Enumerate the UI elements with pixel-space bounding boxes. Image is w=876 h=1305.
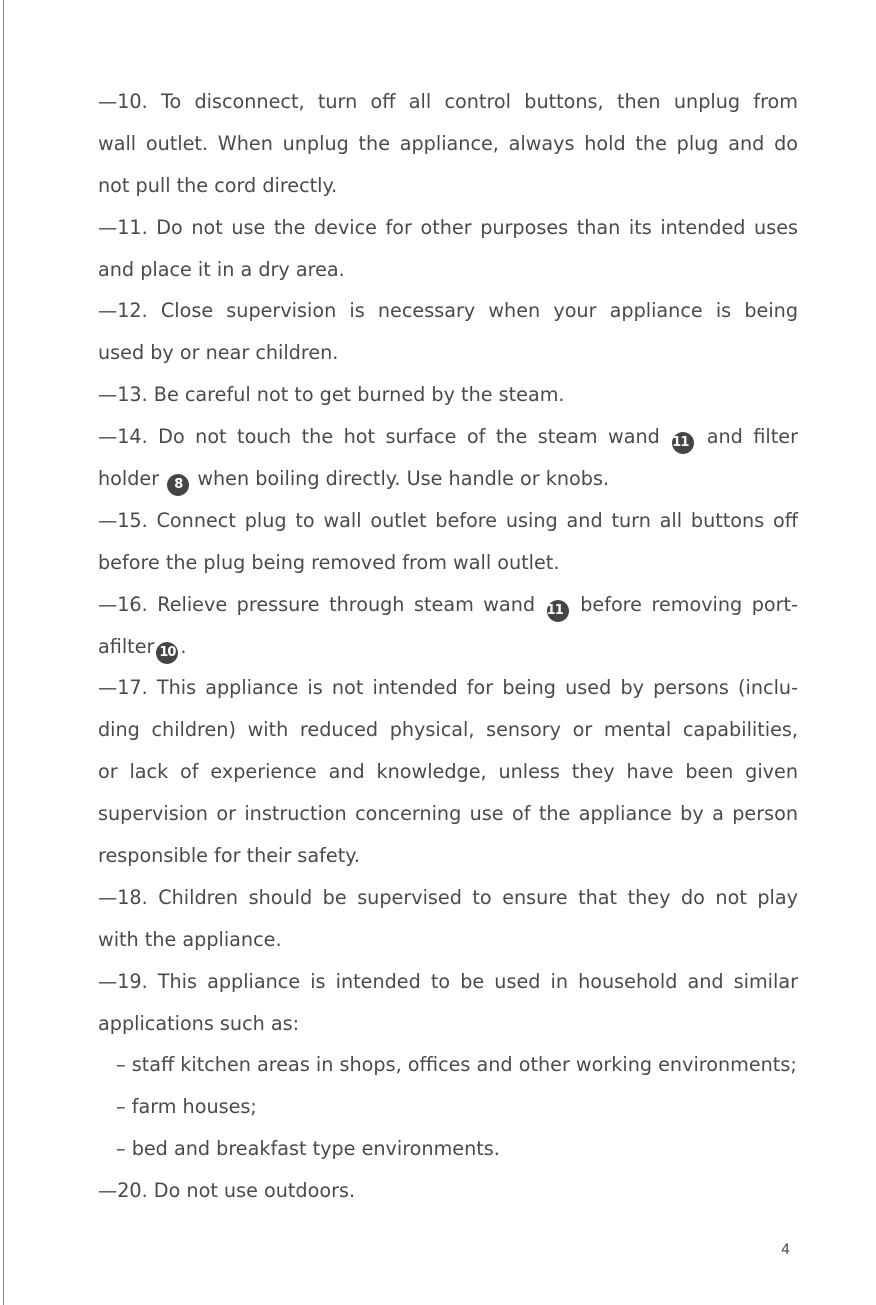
text-line: —19. This appliance is intended to be used in household and similar bbox=[98, 969, 798, 993]
text-line: before the plug being removed from wall outlet. bbox=[98, 550, 560, 574]
list-item: – staff kitchen areas in shops, offices and other working environments; bbox=[116, 1053, 797, 1077]
text-fragment: and filter bbox=[706, 425, 798, 449]
text-line: supervision or instruction concerning use of the appliance by a person bbox=[98, 802, 798, 826]
part-number-marker: 10 bbox=[156, 642, 178, 664]
text-fragment: holder bbox=[98, 467, 160, 491]
text-line-with-marker bbox=[98, 626, 798, 668]
part-number-marker: 11 bbox=[547, 600, 569, 622]
text-line-with-marker bbox=[98, 458, 798, 500]
text-line: responsible for their safety. bbox=[98, 844, 360, 868]
text-line: —10. To disconnect, turn off all control buttons, then unplug from bbox=[98, 90, 798, 113]
page-edge-rule bbox=[3, 0, 4, 1305]
text-line: —13. Be careful not to get burned by the steam. bbox=[98, 383, 565, 407]
text-line: wall outlet. When unplug the appliance, always hold the plug and do bbox=[98, 131, 798, 155]
text-fragment: —14. Do not touch the hot surface of the steam wand bbox=[98, 425, 660, 449]
text-line-with-marker bbox=[98, 584, 798, 626]
text-line: —11. Do not use the device for other purposes than its intended uses bbox=[98, 215, 798, 239]
text-fragment: —16. Relieve pressure through steam wand bbox=[98, 592, 536, 616]
text-line: ding children) with reduced physical, sensory or mental capabilities, bbox=[98, 718, 798, 742]
part-number-marker: 11 bbox=[672, 432, 694, 454]
text-line: with the appliance. bbox=[98, 927, 282, 951]
text-fragment: afilter bbox=[98, 634, 155, 658]
text-fragment: when boiling directly. Use handle or knobs. bbox=[197, 467, 610, 491]
text-line: and place it in a dry area. bbox=[98, 257, 345, 281]
text-line: not pull the cord directly. bbox=[98, 173, 338, 197]
list-item: – bed and breakfast type environments. bbox=[116, 1137, 500, 1161]
text-line: applications such as: bbox=[98, 1011, 300, 1035]
part-number-marker: 8 bbox=[167, 474, 189, 496]
text-line: —15. Connect plug to wall outlet before using and turn all buttons off bbox=[98, 508, 798, 532]
list-item: – farm houses; bbox=[116, 1095, 257, 1119]
text-line: —18. Children should be supervised to ensure that they do not play bbox=[98, 885, 798, 909]
text-line: or lack of experience and knowledge, unless they have been given bbox=[98, 760, 798, 784]
text-line-with-marker bbox=[98, 416, 798, 458]
text-fragment: before removing port- bbox=[580, 592, 799, 616]
page-number: 4 bbox=[781, 1242, 790, 1258]
text-line: —20. Do not use outdoors. bbox=[98, 1179, 356, 1203]
instructions-body bbox=[98, 81, 798, 1212]
text-fragment: . bbox=[180, 634, 187, 658]
text-line: —17. This appliance is not intended for being used by persons (inclu- bbox=[98, 676, 798, 700]
text-line: —12. Close supervision is necessary when your appliance is being bbox=[98, 299, 798, 323]
text-line: used by or near children. bbox=[98, 341, 339, 365]
